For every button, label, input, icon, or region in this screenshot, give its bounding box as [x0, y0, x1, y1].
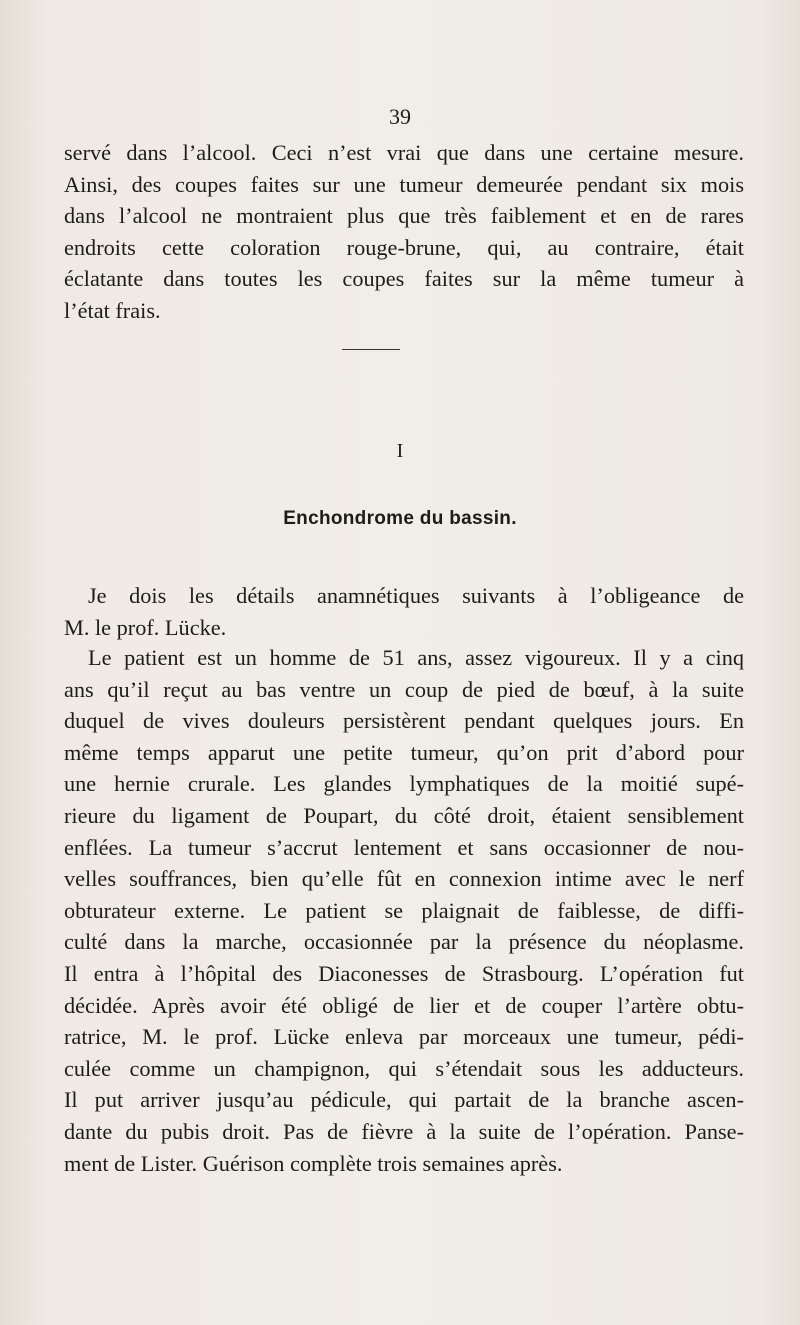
text-line: éclatante dans toutes les coupes faites sur la même tumeur à [64, 266, 744, 292]
text-line: l’état frais. [64, 297, 161, 323]
text-line: Ainsi, des coupes faites sur une tumeur demeurée pendant six mois [64, 171, 744, 197]
paragraph-acknowledgement [64, 580, 744, 643]
text-line: rieure du ligament de Poupart, du côté droit, étaient sensiblement [64, 802, 744, 828]
text-line: Le patient est un homme de 51 ans, assez vigoureux. Il y a cinq [88, 645, 744, 670]
paragraph-intro [64, 137, 744, 327]
text-line: culée comme un champignon, qui s’étendait sous les adducteurs. [64, 1055, 744, 1081]
text-line: Je dois les détails anamnétiques suivants à l’obligeance de [88, 583, 744, 608]
text-line: endroits cette coloration rouge-brune, qui, au contraire, était [64, 234, 744, 260]
text-line: duquel de vives douleurs persistèrent pendant quelques jours. En [64, 708, 744, 734]
section-title: Enchondrome du bassin. [283, 508, 517, 529]
text-line: M. le prof. Lücke. [64, 614, 227, 640]
text-line: obturateur externe. Le patient se plaignait de faiblesse, de diffi- [64, 897, 744, 923]
text-line: ment de Lister. Guérison complète trois semaines après. [64, 1150, 563, 1176]
text-line: servé dans l’alcool. Ceci n’est vrai que dans une certaine mesure. [64, 140, 744, 165]
text-line: enflées. La tumeur s’accrut lentement et sans occasionner de nou- [64, 834, 744, 860]
text-line: dante du pubis droit. Pas de fièvre à la suite de l’opération. Panse- [64, 1118, 744, 1144]
paragraph-case-history [64, 642, 744, 1179]
text-line: une hernie crurale. Les glandes lymphatiques de la moitié supé- [64, 771, 744, 797]
text-line: ans qu’il reçut au bas ventre un coup de pied de bœuf, à la suite [64, 676, 744, 702]
page-number: 39 [389, 104, 411, 129]
text-line: dans l’alcool ne montraient plus que très faiblement et en de rares [64, 203, 744, 229]
text-line: décidée. Après avoir été obligé de lier et de couper l’artère obtu- [64, 992, 744, 1018]
text-line: Il put arriver jusqu’au pédicule, qui partait de la branche ascen- [64, 1087, 744, 1113]
text-line: même temps apparut une petite tumeur, qu’on prit d’abord pour [64, 739, 744, 765]
text-line: culté dans la marche, occasionnée par la présence du néoplasme. [64, 929, 744, 955]
section-divider [342, 349, 400, 350]
section-number: I [396, 440, 404, 462]
text-line: velles souffrances, bien qu’elle fût en connexion intime avec le nerf [64, 866, 744, 892]
text-line: ratrice, M. le prof. Lücke enleva par morceaux une tumeur, pédi- [64, 1024, 744, 1050]
text-line: Il entra à l’hôpital des Diaconesses de Strasbourg. L’opération fut [64, 960, 744, 986]
